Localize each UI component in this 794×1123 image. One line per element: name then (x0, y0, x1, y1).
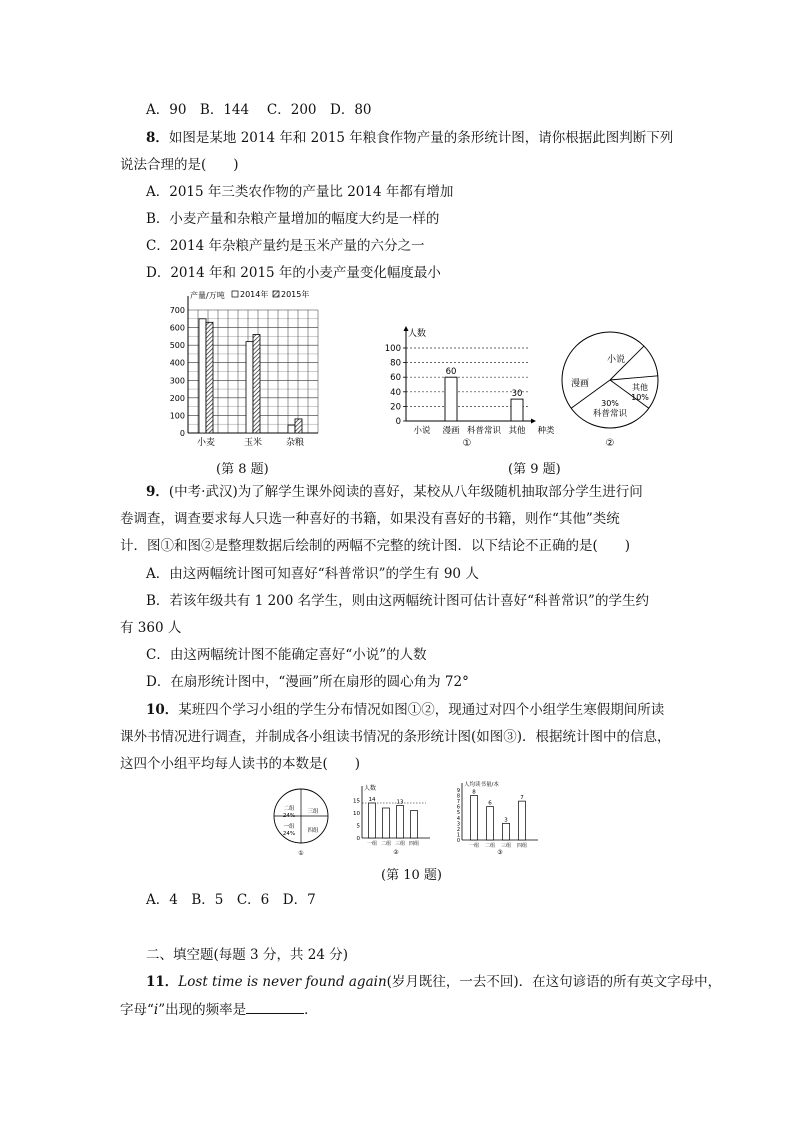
y-tick-label: 15 (353, 798, 360, 805)
bar-1 (445, 377, 457, 421)
pie-slice-label: 一组 (283, 824, 295, 830)
q11-english: Lost time is never found again (178, 974, 387, 990)
bar-1 (487, 807, 494, 840)
x-tick-label: 一组 (468, 843, 480, 849)
pie-slice-label: 漫画 (570, 379, 590, 389)
x-tick-label: 科普常识 (466, 426, 502, 436)
q11-number: 11． (146, 974, 179, 990)
q11-letter: i (153, 1002, 159, 1018)
q9-stem-line2: 卷调查，调查要求每人只选一种喜好的书籍，如果没有喜好的书籍，则作“其他”类统 (120, 511, 620, 527)
q11-rest2a: 字母“ (120, 1002, 154, 1018)
figure-label: ② (605, 438, 615, 449)
x-tick-label: 玉米 (243, 438, 263, 448)
q8-stem-line2: 说法合理的是( ) (120, 157, 239, 173)
q8-number: 8． (146, 130, 169, 146)
legend-swatch-2015 (273, 291, 279, 297)
y-tick-label: 100 (169, 411, 185, 421)
bar-0 (369, 803, 376, 838)
y-tick-label: 200 (169, 393, 185, 403)
bar-3 (519, 801, 526, 840)
q9-option-c: C．由这两幅统计图不能确定喜好“小说”的人数 (146, 647, 427, 663)
figure-label: ③ (497, 849, 503, 856)
q9-caption: (第 9 题) (508, 462, 561, 477)
y-tick-label: 3 (456, 821, 460, 828)
bar-2014-2 (288, 425, 295, 433)
y-tick-label: 20 (390, 402, 401, 413)
pie-slice-label: 三组 (307, 809, 319, 815)
q11-line2 (120, 1001, 318, 1019)
data-label: 7 (520, 795, 524, 802)
q11-rest2b: ”出现的频率是 (158, 1002, 247, 1018)
pie-slice-label: 科普常识 (592, 409, 628, 419)
y-axis-label: 人数 (408, 329, 427, 339)
pie-slice-pct: 24% (282, 831, 296, 837)
data-label: 8 (472, 789, 476, 796)
x-tick-label: 二组 (380, 841, 392, 847)
q9-option-b-line2: 有 360 人 (120, 620, 182, 636)
pie-slice-label: 二组 (283, 806, 295, 812)
y-tick-label: 10 (353, 811, 360, 817)
bar-2 (397, 806, 404, 839)
legend-label-2015: 2015年 (281, 290, 310, 299)
x-tick-label: 一组 (366, 841, 378, 847)
q8-bar-chart (158, 288, 338, 450)
q11-rest2c: ． (304, 1002, 318, 1018)
x-tick-label: 四组 (408, 841, 420, 847)
q8-option-a: A．2015 年三类农作物的产量比 2014 年都有增加 (146, 184, 454, 200)
y-tick-label: 300 (169, 376, 185, 386)
x-tick-label: 三组 (394, 841, 406, 847)
figure-label: ② (393, 849, 399, 856)
q8-caption: (第 8 题) (216, 462, 269, 477)
data-label: 6 (488, 800, 492, 807)
bar-2015-2 (295, 419, 302, 433)
bar-2 (503, 823, 510, 840)
q10-bar-chart-books (452, 780, 550, 856)
y-tick-label: 6 (456, 804, 460, 811)
q11-answer-blank[interactable] (246, 1001, 304, 1014)
bar-2014-1 (246, 342, 253, 433)
figure-label: ① (298, 850, 304, 857)
pie-slice-pct: 24% (282, 813, 296, 819)
bar-2014-0 (199, 319, 206, 433)
q8-option-c: C．2014 年杂粮产量约是玉米产量的六分之一 (146, 238, 425, 254)
y-tick-label: 500 (169, 341, 185, 351)
q9-number: 9． (146, 484, 169, 500)
data-label: 3 (504, 817, 508, 824)
x-axis-label: 种类 (537, 426, 555, 436)
bar-2015-0 (206, 322, 213, 433)
bar-1 (383, 808, 390, 838)
y-tick-label: 4 (456, 815, 460, 822)
bar-3 (511, 399, 523, 421)
q9-stem-line3: 计．图①和图②是整理数据后绘制的两幅不完整的统计图．以下结论不正确的是( ) (120, 538, 631, 554)
y-axis-label: 产量/万吨 (190, 291, 225, 300)
x-tick-label: 其他 (508, 426, 526, 436)
y-tick-label: 5 (456, 810, 460, 817)
y-tick-label: 0 (395, 417, 401, 427)
q7-options: A．90 B．144 C．200 D．80 (146, 102, 372, 118)
legend-swatch-2014 (232, 291, 238, 297)
q8-stem-line1 (146, 129, 673, 147)
q10-stem-line1 (146, 701, 664, 719)
y-tick-label: 80 (390, 358, 401, 369)
q8-option-b: B．小麦产量和杂粮产量增加的幅度大约是一样的 (146, 211, 440, 227)
x-tick-label: 小说 (413, 426, 431, 436)
y-tick-label: 5 (356, 823, 360, 830)
data-label: 14 (368, 797, 376, 803)
q9-stem-text: (中考·武汉)为了解学生课外阅读的喜好，某校从八年级随机抽取部分学生进行问 (168, 484, 643, 500)
y-tick-label: 0 (179, 429, 185, 438)
y-tick-label: 700 (169, 306, 185, 315)
x-tick-label: 漫画 (442, 426, 460, 436)
q10-stem-line2: 课外书情况进行调查，并制成各小组读书情况的条形统计图(如图③)．根据统计图中的信息， (120, 729, 671, 745)
x-tick-label: 三组 (500, 843, 512, 849)
q9-stem-line1 (146, 483, 643, 501)
y-tick-label: 60 (390, 373, 401, 384)
q10-stem-line3: 这四个小组平均每人读书的本数是( ) (120, 756, 361, 772)
y-tick-label: 7 (456, 799, 460, 806)
y-axis-label: 人数 (364, 785, 377, 792)
data-label: 13 (396, 799, 404, 806)
q10-pie-chart (272, 786, 332, 858)
y-tick-label: 9 (456, 788, 460, 794)
y-tick-label: 2 (456, 826, 460, 833)
x-tick-label: 四组 (516, 843, 528, 849)
q11-line1 (146, 973, 721, 991)
y-tick-label: 8 (456, 793, 460, 800)
y-axis-label: 人均读书量/本 (464, 782, 499, 788)
figure-label: ① (462, 438, 472, 449)
legend-label-2014: 2014年 (240, 290, 269, 299)
data-label: 60 (445, 367, 457, 378)
x-axis-arrow (531, 419, 536, 424)
y-tick-label: 400 (169, 358, 185, 368)
pie-slice-pct: 30% (601, 399, 619, 408)
bar-0 (471, 796, 478, 840)
y-tick-label: 0 (356, 836, 360, 842)
section-2-title: 二、填空题(每题 3 分，共 24 分) (146, 947, 348, 963)
q10-caption: (第 10 题) (381, 868, 442, 883)
bar-3 (411, 811, 418, 839)
q9-option-a: A．由这两幅统计图可知喜好“科普常识”的学生有 90 人 (146, 566, 479, 582)
pie-slice-label: 其他 (632, 383, 648, 392)
q8-stem-text: 如图是某地 2014 年和 2015 年粮食作物产量的条形统计图，请你根据此图判断下列 (168, 130, 674, 146)
pie-slice-label: 四组 (307, 828, 319, 834)
x-tick-label: 二组 (484, 843, 496, 849)
q8-option-d: D．2014 年和 2015 年的小麦产量变化幅度最小 (146, 265, 441, 281)
q9-bar-chart (380, 322, 560, 450)
x-tick-label: 杂粮 (285, 438, 305, 448)
bar-2015-1 (253, 335, 260, 433)
y-tick-label: 1 (456, 832, 460, 839)
q9-option-d: D．在扇形统计图中，“漫画”所在扇形的圆心角为 72° (146, 674, 469, 690)
x-tick-label: 小麦 (196, 438, 216, 448)
q9-pie-chart (558, 328, 668, 450)
q9-option-b-line1: B．若该年级共有 1 200 名学生，则由这两幅统计图可估计喜好“科普常识”的学生约 (146, 593, 649, 609)
y-tick-label: 0 (456, 838, 460, 844)
q10-options: A．4 B．5 C．6 D．7 (146, 892, 316, 908)
q11-rest1: (岁月既往，一去不回)．在这句谚语的所有英文字母中， (386, 974, 722, 990)
y-tick-label: 600 (169, 323, 185, 333)
data-label: 30 (511, 389, 523, 400)
q10-bar-chart-people (350, 782, 445, 856)
pie-slice-pct: 10% (631, 393, 649, 402)
q10-number: 10． (146, 702, 179, 718)
y-tick-label: 40 (390, 387, 401, 398)
y-tick-label: 100 (384, 344, 401, 354)
q10-stem-text: 某班四个学习小组的学生分布情况如图①②，现通过对四个小组学生寒假期间所读 (178, 702, 665, 718)
pie-slice-label: 小说 (606, 355, 626, 365)
